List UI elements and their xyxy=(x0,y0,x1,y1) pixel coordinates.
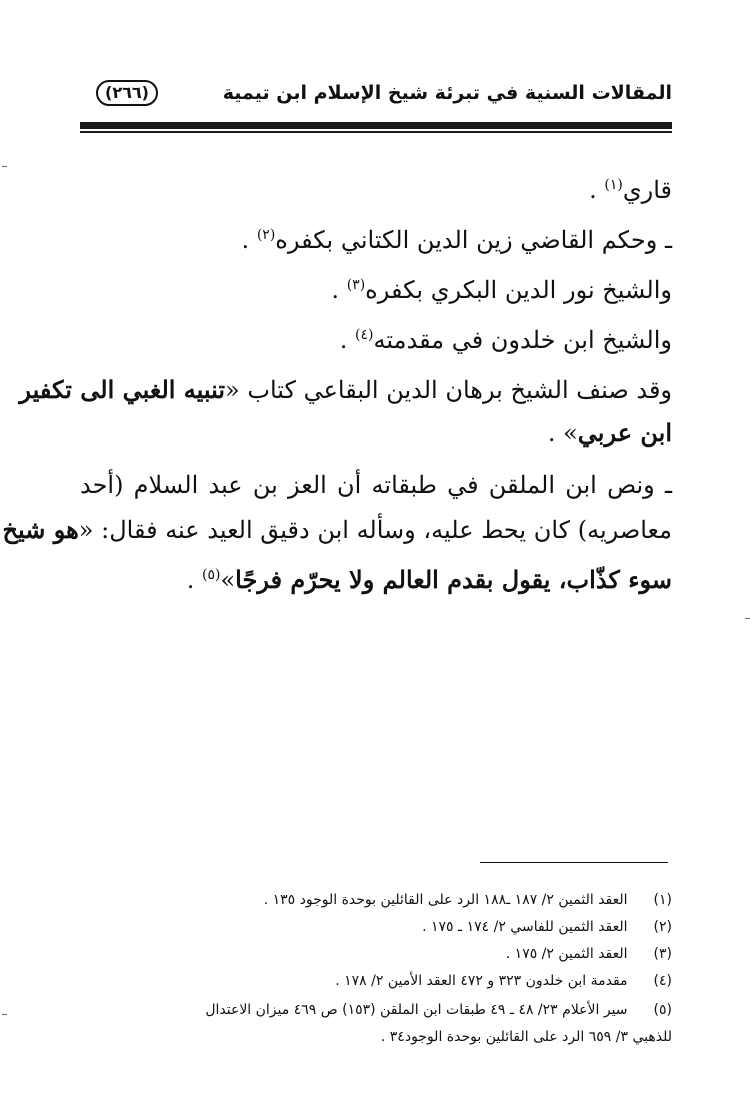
text-line-1 xyxy=(589,170,672,205)
footnote-ref: (١) xyxy=(604,177,623,193)
line-end: . xyxy=(241,226,250,254)
footnote-separator xyxy=(480,862,668,863)
text-line-5 xyxy=(19,375,672,405)
footnote-number: (٤) xyxy=(653,973,672,989)
page-number: (٢٦٦) xyxy=(96,80,158,106)
footnote-ref: (٢) xyxy=(256,227,276,243)
footnote-number: (١) xyxy=(653,892,672,908)
quote-text: هو شيخ xyxy=(2,515,79,544)
scan-mark xyxy=(2,1014,7,1015)
footnote-number: (٣) xyxy=(653,946,672,962)
footnote-text: العقد الثمين للفاسي ٢/ ١٧٤ ـ ١٧٥ . xyxy=(422,919,628,935)
scan-mark xyxy=(2,166,7,167)
footnote-text: للذهبي ٣/ ٦٥٩ الرد على القائلين بوحدة الوجود٣٤ . xyxy=(380,1029,672,1045)
text-line-4 xyxy=(340,320,672,355)
line-text: ـ ونص ابن الملقن في طبقاته أن العز بن عبد السلام (أحد xyxy=(80,471,672,499)
line-text: قاري xyxy=(622,176,672,204)
line-text: والشيخ نور الدين البكري بكفره xyxy=(365,276,672,304)
quote-text: سوء كذّاب، يقول بقدم العالم ولا يحرّم فرجًا xyxy=(235,565,672,594)
footnote-5-continued xyxy=(112,1027,672,1047)
text-line-2 xyxy=(242,220,672,255)
footnote-4 xyxy=(72,971,672,991)
running-title: المقالات السنية في تبرئة شيخ الإسلام ابن تيمية xyxy=(222,82,672,104)
footnote-ref: (٤) xyxy=(355,327,374,343)
footnote-ref: (٣) xyxy=(346,277,366,293)
footnote-text: العقد الثمين ٢/ ١٨٧ ـ١٨٨ الرد على القائلين بوحدة الوجود ١٣٥ . xyxy=(263,892,628,908)
scan-mark xyxy=(745,618,750,619)
line-end: . xyxy=(589,176,597,204)
line-text: ـ وحكم القاضي زين الدين الكتاني بكفره xyxy=(275,226,672,254)
line-end: » . xyxy=(547,419,578,447)
footnote-text: مقدمة ابن خلدون ٣٢٣ و ٤٧٢ العقد الأمين ٢/ ١٧٨ . xyxy=(335,973,628,989)
text-line-7 xyxy=(80,470,672,500)
header-rule-thin xyxy=(80,131,672,133)
line-end: . xyxy=(331,276,340,304)
line-end: . xyxy=(186,566,195,594)
text-line-6 xyxy=(548,418,672,448)
footnote-5 xyxy=(72,1000,672,1020)
footnote-number: (٥) xyxy=(653,1002,672,1018)
text-line-3 xyxy=(331,270,672,305)
footnote-number: (٢) xyxy=(653,919,672,935)
header-rule-thick xyxy=(80,122,672,129)
footnote-2 xyxy=(72,917,672,937)
footnote-text: سير الأعلام ٢٣/ ٤٨ ـ ٤٩ طبقات ابن الملقن (١٥٣) ص ٤٦٩ ميزان الاعتدال xyxy=(205,1002,628,1018)
book-title: تنبيه الغبي الى تكفير xyxy=(19,375,226,404)
text-line-9 xyxy=(187,560,672,595)
quote-close: » xyxy=(220,566,236,594)
line-text: والشيخ ابن خلدون في مقدمته xyxy=(373,326,672,354)
footnote-text: العقد الثمين ٢/ ١٧٥ . xyxy=(505,946,628,962)
line-end: . xyxy=(339,326,348,354)
book-title-cont: ابن عربي xyxy=(577,418,672,447)
footnote-1 xyxy=(72,890,672,910)
footnote-3 xyxy=(72,944,672,964)
line-text: وقد صنف الشيخ برهان الدين البقاعي كتاب « xyxy=(225,376,672,404)
line-text: معاصريه) كان يحط عليه، وسأله ابن دقيق العيد عنه فقال: « xyxy=(78,516,672,544)
page-header xyxy=(80,78,672,122)
text-line-8 xyxy=(2,515,672,545)
footnote-ref: (٥) xyxy=(202,567,221,583)
